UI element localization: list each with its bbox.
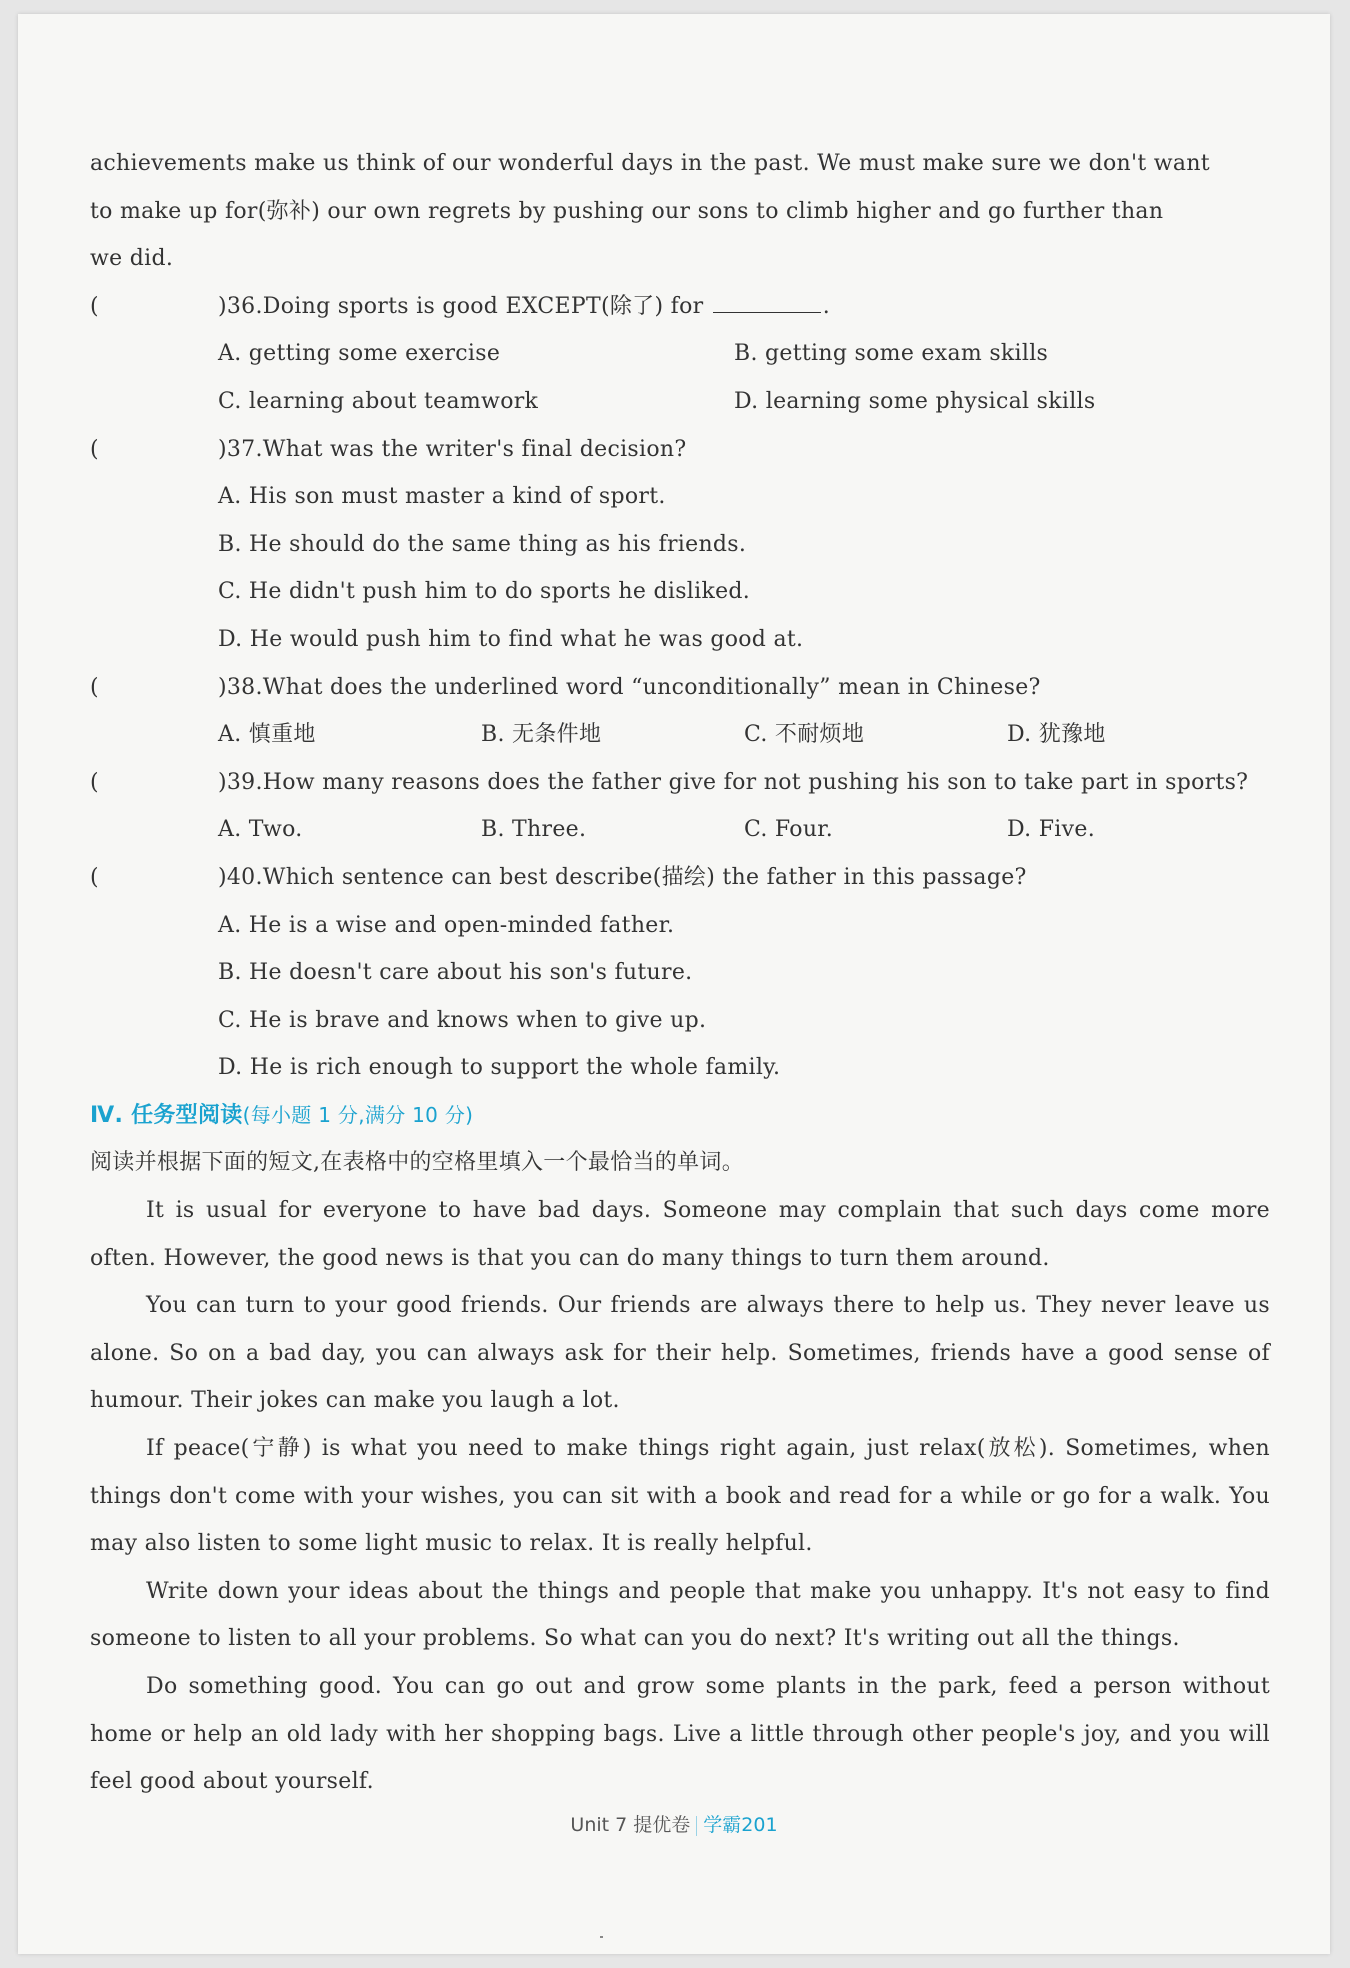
intro-line-3: we did. [90, 246, 174, 272]
question-number: )38. [218, 674, 263, 700]
answer-paren[interactable]: ( [90, 293, 99, 319]
option-a: A. getting some exercise [218, 341, 501, 367]
options-39 [90, 806, 1270, 854]
intro-line-2: to make up for(弥补) our own regrets by pushing our sons to climb higher and go further than [90, 198, 1164, 224]
option-c: C. 不耐烦地 [744, 722, 865, 748]
option-b: B. 无条件地 [481, 722, 602, 748]
option-b: B. He doesn't care about his son's future. [218, 960, 693, 986]
options-36-row-1 [90, 330, 1270, 378]
passage-paragraph-5: Do something good. You can go out and grow some plants in the park, feed a person without home or help an old lady with her shopping bags. Live a little through other people's joy, and you will feel good about yourself. [90, 1674, 1270, 1795]
print-mark [600, 1936, 603, 1938]
option-d: D. learning some physical skills [734, 388, 1096, 414]
page-number: 201 [741, 1814, 778, 1836]
question-number: )37. [218, 436, 263, 462]
option-b: B. Three. [481, 817, 587, 843]
page-footer [18, 1810, 1330, 1837]
option-c: C. learning about teamwork [218, 388, 539, 414]
option-a: A. 慎重地 [218, 722, 316, 748]
option-d: D. 犹豫地 [1007, 722, 1106, 748]
exam-page [18, 14, 1330, 1954]
question-39 [90, 759, 1270, 807]
question-36 [90, 283, 1270, 331]
question-37 [90, 426, 1270, 474]
question-38 [90, 664, 1270, 712]
footer-divider [696, 1816, 697, 1836]
passage-paragraph-4: Write down your ideas about the things and people that make you unhappy. It's not easy to find someone to listen to all your problems. So what can you do next? It's writing out all the things. [90, 1578, 1270, 1652]
options-36-row-2 [90, 378, 1270, 426]
passage-paragraph-2: You can turn to your good friends. Our friends are always there to help us. They never leave us alone. So on a bad day, you can always ask for their help. Sometimes, friends have a good sense of humour. Their jokes can make you laugh a lot. [90, 1293, 1270, 1414]
option-c: C. He is brave and knows when to give up. [218, 1007, 707, 1033]
footer-brand: 学霸 [703, 1814, 742, 1836]
passage-paragraph-3: If peace(宁静) is what you need to make things right again, just relax(放松). Sometimes, when things don't come with your wishes, you can sit with a book and read for a while or go for a walk. You may also listen to some light music to relax. It is really helpful. [90, 1436, 1270, 1557]
question-stem: What was the writer's final decision? [262, 436, 687, 462]
question-number: )39. [218, 769, 263, 795]
section-4-subtitle: (每小题 1 分,满分 10 分) [242, 1102, 474, 1127]
option-d: D. He would push him to find what he was good at. [218, 626, 804, 652]
question-40 [90, 854, 1270, 902]
footer-unit: Unit 7 提优卷 [570, 1814, 691, 1836]
page-content [90, 140, 1270, 1806]
question-number: )40. [218, 864, 263, 890]
question-stem: Doing sports is good EXCEPT(除了) for [262, 293, 704, 319]
option-a: A. He is a wise and open-minded father. [218, 912, 675, 938]
options-38 [90, 711, 1270, 759]
question-stem: How many reasons does the father give for not pushing his son to take part in sports? [262, 769, 1249, 795]
stem-end: . [822, 293, 831, 319]
answer-paren[interactable]: ( [90, 674, 99, 700]
question-stem: What does the underlined word “unconditionally” mean in Chinese? [262, 674, 1041, 700]
option-c: C. Four. [744, 817, 834, 843]
section-4-title: Ⅳ. 任务型阅读 [90, 1102, 243, 1128]
question-stem: Which sentence can best describe(描绘) the father in this passage? [262, 864, 1027, 890]
option-d: D. He is rich enough to support the whole family. [218, 1055, 781, 1081]
intro-line-1: achievements make us think of our wonderful days in the past. We must make sure we don't want [90, 151, 1210, 176]
question-number: )36. [218, 293, 263, 319]
answer-paren[interactable]: ( [90, 769, 99, 795]
option-a: A. His son must master a kind of sport. [218, 484, 666, 510]
option-d: D. Five. [1007, 817, 1095, 843]
option-a: A. Two. [218, 817, 303, 843]
passage-paragraph-1: It is usual for everyone to have bad days. Someone may complain that such days come more often. However, the good news is that you can do many things to turn them around. [90, 1198, 1270, 1271]
section-4-instruction: 阅读并根据下面的短文,在表格中的空格里填入一个最恰当的单词。 [90, 1150, 744, 1176]
answer-paren[interactable]: ( [90, 864, 99, 890]
section-4-heading [90, 1092, 1270, 1140]
answer-blank [713, 290, 821, 313]
answer-paren[interactable]: ( [90, 436, 99, 462]
option-b: B. He should do the same thing as his friends. [218, 531, 747, 557]
option-b: B. getting some exam skills [734, 341, 1049, 367]
option-c: C. He didn't push him to do sports he disliked. [218, 579, 751, 605]
